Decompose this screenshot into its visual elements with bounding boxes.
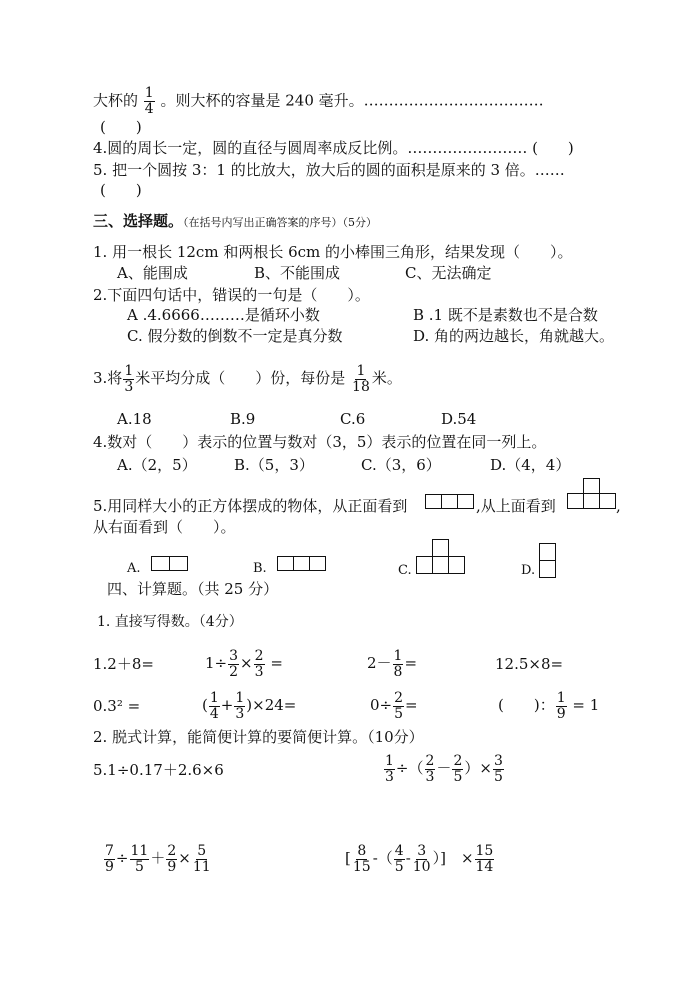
numerator: 1 bbox=[385, 752, 394, 769]
denominator: 4 bbox=[209, 705, 219, 722]
option-b[interactable]: B.（5，3） bbox=[234, 456, 314, 474]
fraction bbox=[393, 691, 404, 722]
expression-2 bbox=[383, 750, 505, 786]
text: , bbox=[616, 497, 621, 515]
text: 。则大杯的容量是 240 毫升。……………………………… bbox=[160, 91, 544, 110]
option-d[interactable]: D. bbox=[521, 563, 536, 578]
calc-item: 1.2＋8= bbox=[93, 655, 154, 673]
answer-paren[interactable]: ( ) bbox=[100, 181, 142, 199]
fraction bbox=[166, 844, 177, 875]
numerator: 1 bbox=[235, 689, 245, 706]
calc-item bbox=[498, 687, 599, 723]
fraction bbox=[493, 754, 504, 785]
fraction bbox=[104, 844, 115, 875]
denominator: 3 bbox=[425, 768, 435, 785]
option-c[interactable]: C.（3，6） bbox=[361, 456, 441, 474]
numerator: 7 bbox=[105, 842, 114, 859]
text: × bbox=[240, 654, 253, 672]
numerator: 4 bbox=[394, 842, 404, 859]
calc-item: 12.5×8= bbox=[495, 655, 564, 673]
part2-title: 2. 脱式计算，能简便计算的要简便计算。（10分） bbox=[93, 728, 424, 746]
text: ( bbox=[202, 696, 208, 714]
denominator: 8 bbox=[393, 663, 403, 680]
numerator: 5 bbox=[197, 842, 207, 859]
numerator: 3 bbox=[229, 647, 239, 664]
denominator: 9 bbox=[105, 858, 114, 875]
option-b[interactable]: B. bbox=[253, 561, 267, 576]
denominator: 9 bbox=[556, 705, 566, 722]
fraction bbox=[123, 364, 134, 395]
fraction bbox=[192, 844, 212, 875]
text: - bbox=[405, 849, 411, 867]
option-d[interactable]: D.54 bbox=[441, 410, 477, 428]
fraction bbox=[254, 649, 265, 680]
fraction bbox=[556, 691, 567, 722]
text: 米平均分成（ ）份，每份是 bbox=[135, 369, 346, 387]
denominator: 4 bbox=[144, 101, 154, 117]
denominator: 5 bbox=[493, 768, 503, 785]
calc-item: 0.3² = bbox=[93, 697, 141, 715]
text: × bbox=[178, 849, 191, 867]
fraction bbox=[393, 649, 404, 680]
fraction bbox=[234, 691, 245, 722]
option-b[interactable]: B.9 bbox=[230, 410, 256, 428]
text: ）× bbox=[464, 759, 492, 777]
text: + bbox=[220, 696, 234, 714]
choice-q5 bbox=[93, 497, 407, 515]
option-c[interactable]: C. 假分数的倒数不一定是真分数 bbox=[127, 327, 343, 345]
expression-4 bbox=[345, 840, 495, 876]
fraction bbox=[452, 754, 463, 785]
numerator: 2 bbox=[453, 752, 463, 769]
denominator: 2 bbox=[229, 663, 239, 680]
text: -（ bbox=[372, 849, 393, 867]
numerator: 1 bbox=[556, 689, 566, 706]
numerator: 1 bbox=[209, 689, 219, 706]
judge-q3-line bbox=[93, 86, 544, 117]
choice-q4: 4.数对（ ）表示的位置与数对（3，5）表示的位置在同一列上。 bbox=[93, 433, 547, 451]
judge-q5: 5. 把一个圆按 3：1 的比放大，放大后的圆的面积是原来的 3 倍。…… bbox=[93, 161, 565, 179]
calc-item bbox=[202, 687, 296, 723]
calc-item bbox=[367, 645, 417, 681]
numerator: 3 bbox=[493, 752, 503, 769]
text: 从右面看到（ ）。 bbox=[93, 518, 236, 536]
text: ÷（ bbox=[395, 759, 424, 777]
fraction bbox=[351, 364, 371, 395]
text: ）] × bbox=[432, 849, 474, 867]
part1-title: 1. 直接写得数。（4分） bbox=[97, 614, 243, 630]
option-c[interactable]: C.6 bbox=[340, 410, 366, 428]
denominator: 14 bbox=[475, 858, 494, 875]
denominator: 5 bbox=[394, 705, 404, 722]
text: = bbox=[270, 654, 283, 672]
option-d[interactable]: D.（4，4） bbox=[490, 456, 571, 474]
text: = bbox=[405, 696, 418, 714]
numerator: 15 bbox=[475, 842, 494, 859]
denominator: 11 bbox=[192, 858, 211, 875]
option-c[interactable]: C、无法确定 bbox=[405, 264, 492, 282]
option-a[interactable]: A.18 bbox=[117, 410, 152, 428]
denominator: 3 bbox=[124, 378, 134, 395]
text: 3.将 bbox=[93, 369, 123, 387]
denominator: 3 bbox=[254, 663, 264, 680]
option-b[interactable]: B .1 既不是素数也不是合数 bbox=[413, 306, 598, 324]
expression-1: 5.1÷0.17＋2.6×6 bbox=[93, 761, 224, 779]
choice-q1: 1. 用一根长 12cm 和两根长 6cm 的小棒围三角形，结果发现（ ）。 bbox=[93, 243, 573, 261]
choice-q3 bbox=[93, 360, 402, 396]
section4-title: 四、计算题。（共 25 分） bbox=[107, 580, 279, 598]
denominator: 3 bbox=[385, 768, 394, 785]
option-a[interactable]: A. bbox=[127, 561, 141, 576]
judge-q4: 4.圆的周长一定，圆的直径与圆周率成反比例。…………………… ( ) bbox=[93, 139, 574, 157]
text: － bbox=[436, 759, 452, 777]
text: 大杯的 bbox=[93, 91, 139, 110]
text[interactable]: ( )： bbox=[498, 696, 555, 714]
denominator: 5 bbox=[394, 858, 404, 875]
denominator: 9 bbox=[167, 858, 177, 875]
fraction bbox=[228, 649, 239, 680]
option-a[interactable]: A、能围成 bbox=[117, 264, 188, 282]
fraction bbox=[394, 844, 405, 875]
text: 米。 bbox=[371, 369, 402, 387]
text: = 1 bbox=[572, 696, 600, 714]
numerator: 1 bbox=[356, 362, 366, 379]
fraction bbox=[144, 86, 155, 117]
fraction bbox=[425, 754, 436, 785]
numerator: 2 bbox=[254, 647, 264, 664]
option-d[interactable]: D. 角的两边越长，角就越大。 bbox=[413, 327, 615, 345]
numerator: 8 bbox=[357, 842, 367, 859]
fraction bbox=[384, 754, 395, 785]
answer-paren[interactable]: ( ) bbox=[100, 118, 142, 136]
denominator: 15 bbox=[352, 858, 371, 875]
numerator: 1 bbox=[393, 647, 403, 664]
text: 2－ bbox=[367, 654, 392, 672]
text: = bbox=[404, 654, 418, 672]
calc-item bbox=[370, 687, 418, 723]
fraction bbox=[412, 844, 432, 875]
calc-item bbox=[205, 645, 283, 681]
fraction bbox=[209, 691, 220, 722]
denominator: 5 bbox=[453, 768, 463, 785]
denominator: 10 bbox=[412, 858, 431, 875]
text: [ bbox=[345, 849, 351, 867]
option-c[interactable]: C. bbox=[398, 563, 412, 578]
text: 0÷ bbox=[370, 696, 393, 714]
text: ＋ bbox=[150, 849, 166, 867]
text: ,从上面看到 bbox=[476, 497, 556, 515]
numerator: 1 bbox=[144, 85, 154, 101]
denominator: 5 bbox=[134, 858, 144, 875]
denominator: 3 bbox=[235, 705, 245, 722]
expression-3 bbox=[103, 840, 213, 876]
section3-heading bbox=[93, 212, 377, 232]
numerator: 3 bbox=[417, 842, 427, 859]
denominator: 18 bbox=[352, 378, 370, 395]
text: 5.用同样大小的正方体摆成的物体，从正面看到 bbox=[93, 497, 408, 515]
numerator: 11 bbox=[130, 842, 149, 859]
option-a[interactable]: A.（2，5） bbox=[117, 456, 197, 474]
numerator: 2 bbox=[394, 689, 404, 706]
option-b[interactable]: B、不能围成 bbox=[254, 264, 341, 282]
section-note: （在括号内写出正确答案的序号）（5分） bbox=[183, 216, 378, 229]
numerator: 1 bbox=[124, 362, 134, 379]
option-a[interactable]: A .4.6666………是循环小数 bbox=[127, 306, 320, 324]
fraction bbox=[130, 844, 150, 875]
numerator: 2 bbox=[425, 752, 435, 769]
text: ÷ bbox=[115, 849, 129, 867]
text: 1÷ bbox=[205, 654, 228, 672]
section-title: 三、选择题。 bbox=[93, 212, 184, 230]
choice-q2: 2.下面四句话中，错误的一句是（ ）。 bbox=[93, 286, 370, 304]
fraction bbox=[475, 844, 495, 875]
text: )×24= bbox=[246, 696, 297, 714]
fraction bbox=[352, 844, 372, 875]
numerator: 2 bbox=[167, 842, 177, 859]
